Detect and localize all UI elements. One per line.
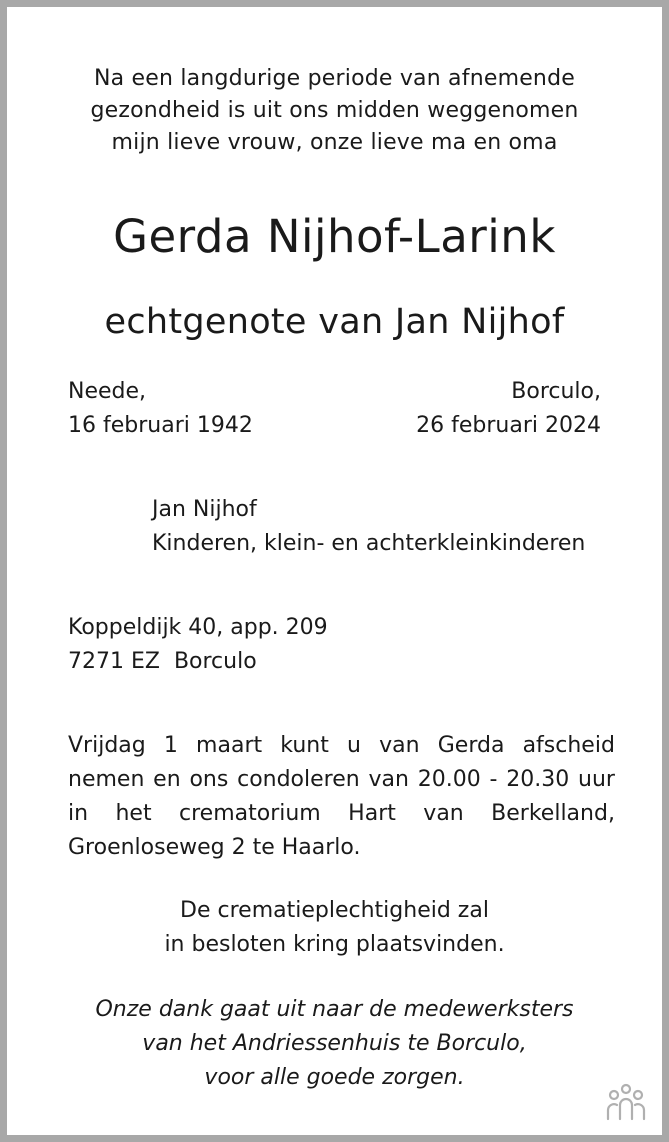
notice-word: van	[368, 767, 409, 792]
thanks-line: voor alle goede zorgen.	[204, 1065, 465, 1090]
farewell-notice	[68, 729, 615, 865]
notice-word: 1	[163, 733, 178, 758]
notice-word: ons	[189, 767, 229, 792]
notice-word: kunt	[280, 733, 329, 758]
notice-word: afscheid	[522, 733, 615, 758]
notice-word: het	[115, 801, 152, 826]
intro-text	[27, 63, 642, 159]
survivor-line: Jan Nijhof	[152, 497, 257, 522]
thanks-line: van het Andriessenhuis te Borculo,	[142, 1031, 527, 1056]
notice-word: maart	[196, 733, 263, 758]
notice-line-last: Groenloseweg 2 te Haarlo.	[68, 835, 361, 860]
address-block	[68, 611, 328, 679]
thanks-line: Onze dank gaat uit naar de medewerksters	[95, 997, 574, 1022]
thanks-text	[27, 993, 642, 1095]
people-group-icon	[603, 1083, 649, 1121]
birth-date: 16 februari 1942	[68, 413, 253, 438]
notice-word: u	[347, 733, 361, 758]
death-info	[416, 375, 601, 443]
dates-row	[68, 375, 601, 443]
notice-word: Gerda	[437, 733, 505, 758]
notice-word: van	[379, 733, 420, 758]
intro-line: mijn lieve vrouw, onze lieve ma en oma	[111, 130, 558, 155]
notice-word: Vrijdag	[68, 733, 146, 758]
notice-word: condoleren	[237, 767, 360, 792]
intro-line: Na een langdurige periode van afnemende	[94, 66, 575, 91]
notice-word: 20.00	[417, 767, 481, 792]
notice-word: nemen	[68, 767, 145, 792]
survivor-line: Kinderen, klein- en achterkleinkinderen	[152, 531, 586, 556]
notice-word: Berkelland,	[491, 801, 615, 826]
notice-word: uur	[578, 767, 615, 792]
ceremony-text	[27, 894, 642, 962]
survivors-list	[152, 493, 585, 561]
address-street: Koppeldijk 40, app. 209	[68, 615, 328, 640]
death-place: Borculo,	[511, 379, 601, 404]
notice-word: -	[489, 767, 498, 792]
death-date: 26 februari 2024	[416, 413, 601, 438]
address-city: 7271 EZ Borculo	[68, 649, 257, 674]
notice-word: in	[68, 801, 89, 826]
notice-word: Hart	[348, 801, 396, 826]
notice-line	[68, 797, 615, 831]
ceremony-line: in besloten kring plaatsvinden.	[164, 932, 505, 957]
birth-place: Neede,	[68, 379, 147, 404]
notice-word: en	[153, 767, 181, 792]
notice-word: crematorium	[179, 801, 321, 826]
birth-info	[68, 375, 253, 443]
spouse-line: echtgenote van Jan Nijhof	[104, 302, 565, 342]
notice-word: 20.30	[506, 767, 570, 792]
ceremony-line: De crematieplechtigheid zal	[180, 898, 489, 923]
notice-word: van	[423, 801, 464, 826]
deceased-name: Gerda Nijhof-Larink	[113, 210, 556, 263]
notice-line	[68, 729, 615, 763]
intro-line: gezondheid is uit ons midden weggenomen	[90, 98, 579, 123]
notice-line	[68, 763, 615, 797]
